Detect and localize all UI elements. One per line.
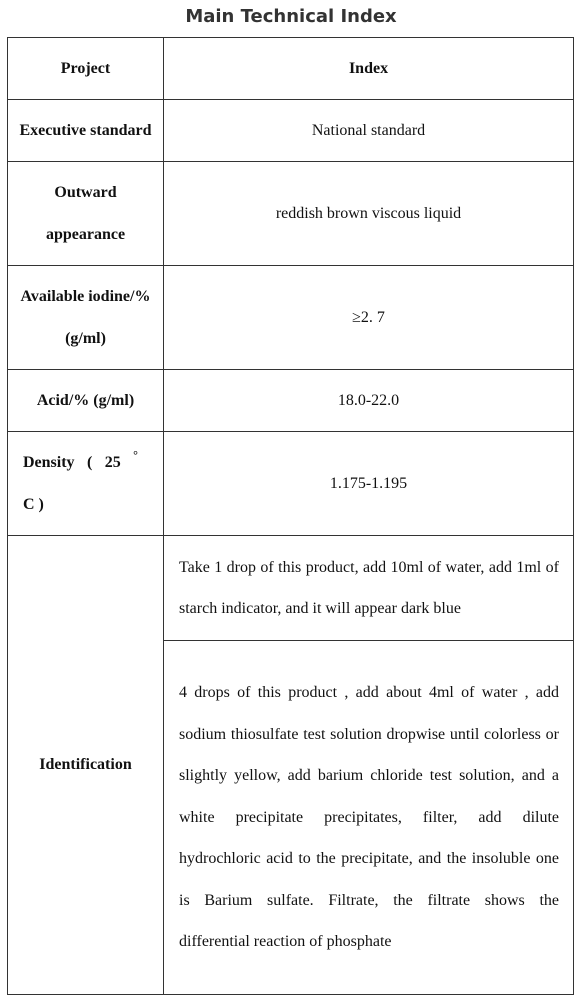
table-row-acid bbox=[8, 370, 574, 432]
row-label-line: (g/ml) bbox=[65, 329, 106, 347]
row-value: 1.175-1.195 bbox=[164, 432, 574, 536]
row-value: reddish brown viscous liquid bbox=[164, 162, 574, 266]
row-label bbox=[8, 266, 164, 370]
header-project: Project bbox=[8, 38, 164, 100]
density-temperature: 25 bbox=[104, 453, 121, 471]
header-index: Index bbox=[164, 38, 574, 100]
table-row-density bbox=[8, 432, 574, 536]
density-unit-line: C ) bbox=[23, 495, 44, 513]
row-label bbox=[8, 432, 164, 536]
identification-test-2: 4 drops of this product , add about 4ml of water , add sodium thiosulfate test solution dropwise until colorless or slightly yellow, add barium chloride test solution, and a white precipitate precipitates, filter, add dilute hydrochloric acid to the precipitate, and the insoluble one is Barium sulfate. Filtrate, the filtrate shows the differential reaction of phosphate bbox=[164, 641, 574, 995]
row-label-line: Available iodine/% bbox=[20, 287, 151, 305]
row-value: ≥2. 7 bbox=[164, 266, 574, 370]
row-label bbox=[8, 162, 164, 266]
degree-symbol: ° bbox=[133, 447, 138, 462]
row-label: Acid/% (g/ml) bbox=[8, 370, 164, 432]
identification-test-1: Take 1 drop of this product, add 10ml of water, add 1ml of starch indicator, and it will appear dark blue bbox=[164, 536, 574, 641]
row-value: 18.0-22.0 bbox=[164, 370, 574, 432]
page-title: Main Technical Index bbox=[185, 6, 397, 27]
table-row-outward-appearance bbox=[8, 162, 574, 266]
density-label-word: Density bbox=[23, 453, 75, 471]
identification-label: Identification bbox=[8, 536, 164, 995]
density-open-paren: ( bbox=[86, 453, 93, 471]
technical-index-table bbox=[7, 37, 574, 995]
row-value: National standard bbox=[164, 100, 574, 162]
row-label-line: Outward bbox=[54, 183, 117, 201]
row-label-line: appearance bbox=[45, 225, 126, 243]
table-row-available-iodine bbox=[8, 266, 574, 370]
table-row-identification bbox=[8, 536, 574, 641]
row-label: Executive standard bbox=[8, 100, 164, 162]
table-header-row bbox=[8, 38, 574, 100]
density-label-line bbox=[23, 442, 138, 484]
table-row-executive-standard bbox=[8, 100, 574, 162]
